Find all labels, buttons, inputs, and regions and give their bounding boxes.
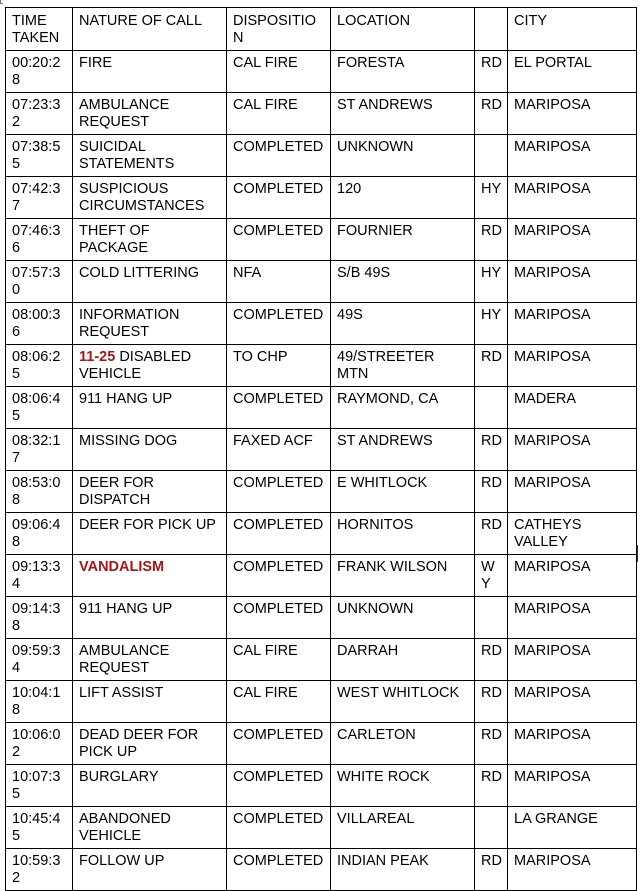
nature-text: 911 HANG UP bbox=[79, 601, 173, 617]
edge-cursor-mark bbox=[637, 545, 638, 562]
city-cell: MARIPOSA bbox=[508, 639, 637, 681]
city-cell: MARIPOSA bbox=[508, 555, 637, 597]
street-suffix-cell: RD bbox=[475, 849, 508, 891]
nature-text: DISABLED VEHICLE bbox=[79, 349, 192, 382]
time-cell: 08:06:25 bbox=[6, 345, 73, 387]
nature-cell bbox=[73, 219, 227, 261]
location-cell: VILLAREAL bbox=[331, 807, 475, 849]
header-street-suffix bbox=[475, 8, 508, 51]
disposition-cell: COMPLETED bbox=[227, 555, 331, 597]
table-row bbox=[6, 135, 637, 177]
call-log-table bbox=[5, 7, 637, 891]
time-cell: 10:06:02 bbox=[6, 723, 73, 765]
time-cell: 09:06:48 bbox=[6, 513, 73, 555]
nature-text: MISSING DOG bbox=[79, 433, 178, 449]
corner-tick-mark bbox=[0, 0, 3, 4]
street-suffix-cell: HY bbox=[475, 177, 508, 219]
city-cell: MARIPOSA bbox=[508, 597, 637, 639]
table-row bbox=[6, 51, 637, 93]
table-row bbox=[6, 177, 637, 219]
location-cell: RAYMOND, CA bbox=[331, 387, 475, 429]
nature-highlight: VANDALISM bbox=[79, 559, 165, 575]
street-suffix-cell: RD bbox=[475, 639, 508, 681]
street-suffix-cell bbox=[475, 387, 508, 429]
street-suffix-cell: RD bbox=[475, 93, 508, 135]
time-cell: 07:46:36 bbox=[6, 219, 73, 261]
nature-text: THEFT OF PACKAGE bbox=[79, 223, 150, 256]
table-row bbox=[6, 807, 637, 849]
location-cell: INDIAN PEAK bbox=[331, 849, 475, 891]
nature-cell bbox=[73, 597, 227, 639]
location-cell: FOURNIER bbox=[331, 219, 475, 261]
time-cell: 08:00:36 bbox=[6, 303, 73, 345]
nature-text: 911 HANG UP bbox=[79, 391, 173, 407]
disposition-cell: COMPLETED bbox=[227, 387, 331, 429]
street-suffix-cell: RD bbox=[475, 471, 508, 513]
header-city: CITY bbox=[508, 8, 637, 51]
disposition-cell: COMPLETED bbox=[227, 849, 331, 891]
time-cell: 09:14:38 bbox=[6, 597, 73, 639]
street-suffix-cell bbox=[475, 597, 508, 639]
table-row bbox=[6, 471, 637, 513]
location-cell: HORNITOS bbox=[331, 513, 475, 555]
city-cell: MARIPOSA bbox=[508, 261, 637, 303]
location-cell: 120 bbox=[331, 177, 475, 219]
disposition-cell: COMPLETED bbox=[227, 303, 331, 345]
time-cell: 08:06:45 bbox=[6, 387, 73, 429]
city-cell: MARIPOSA bbox=[508, 93, 637, 135]
location-cell: FORESTA bbox=[331, 51, 475, 93]
street-suffix-cell: HY bbox=[475, 303, 508, 345]
nature-text: LIFT ASSIST bbox=[79, 685, 164, 701]
nature-text: SUSPICIOUS CIRCUMSTANCES bbox=[79, 181, 205, 214]
location-cell: S/B 49S bbox=[331, 261, 475, 303]
nature-text: AMBULANCE REQUEST bbox=[79, 643, 170, 676]
street-suffix-cell: RD bbox=[475, 345, 508, 387]
city-cell: EL PORTAL bbox=[508, 51, 637, 93]
header-time-taken: TIME TAKEN bbox=[6, 8, 73, 51]
disposition-cell: CAL FIRE bbox=[227, 93, 331, 135]
nature-text: AMBULANCE REQUEST bbox=[79, 97, 170, 130]
city-cell: CATHEYS VALLEY bbox=[508, 513, 637, 555]
city-cell: MARIPOSA bbox=[508, 765, 637, 807]
table-row bbox=[6, 723, 637, 765]
nature-text: SUICIDAL STATEMENTS bbox=[79, 139, 175, 172]
time-cell: 09:59:34 bbox=[6, 639, 73, 681]
disposition-cell: CAL FIRE bbox=[227, 681, 331, 723]
city-cell: MARIPOSA bbox=[508, 345, 637, 387]
table-row bbox=[6, 849, 637, 891]
time-cell: 07:42:37 bbox=[6, 177, 73, 219]
table-row bbox=[6, 681, 637, 723]
city-cell: MARIPOSA bbox=[508, 849, 637, 891]
disposition-cell: COMPLETED bbox=[227, 723, 331, 765]
street-suffix-cell: RD bbox=[475, 51, 508, 93]
table-row bbox=[6, 429, 637, 471]
nature-cell bbox=[73, 849, 227, 891]
header-nature-of-call: NATURE OF CALL bbox=[73, 8, 227, 51]
nature-cell bbox=[73, 513, 227, 555]
street-suffix-cell: RD bbox=[475, 429, 508, 471]
table-row bbox=[6, 597, 637, 639]
table-row bbox=[6, 765, 637, 807]
time-cell: 08:32:17 bbox=[6, 429, 73, 471]
location-cell: 49S bbox=[331, 303, 475, 345]
location-cell: ST ANDREWS bbox=[331, 93, 475, 135]
time-cell: 10:45:45 bbox=[6, 807, 73, 849]
disposition-cell: COMPLETED bbox=[227, 597, 331, 639]
nature-cell bbox=[73, 93, 227, 135]
city-cell: MARIPOSA bbox=[508, 303, 637, 345]
city-cell: MARIPOSA bbox=[508, 219, 637, 261]
location-cell: WHITE ROCK bbox=[331, 765, 475, 807]
city-cell: MARIPOSA bbox=[508, 471, 637, 513]
disposition-cell: FAXED ACF bbox=[227, 429, 331, 471]
street-suffix-cell: RD bbox=[475, 513, 508, 555]
disposition-cell: COMPLETED bbox=[227, 765, 331, 807]
table-row bbox=[6, 639, 637, 681]
table-row bbox=[6, 555, 637, 597]
nature-text: INFORMATION REQUEST bbox=[79, 307, 180, 340]
disposition-cell: COMPLETED bbox=[227, 807, 331, 849]
disposition-cell: NFA bbox=[227, 261, 331, 303]
nature-cell bbox=[73, 723, 227, 765]
city-cell: MARIPOSA bbox=[508, 135, 637, 177]
table-row bbox=[6, 261, 637, 303]
table-row bbox=[6, 345, 637, 387]
disposition-cell: COMPLETED bbox=[227, 513, 331, 555]
nature-cell bbox=[73, 261, 227, 303]
nature-cell bbox=[73, 555, 227, 597]
location-cell: E WHITLOCK bbox=[331, 471, 475, 513]
nature-cell bbox=[73, 765, 227, 807]
location-cell: UNKNOWN bbox=[331, 597, 475, 639]
city-cell: MARIPOSA bbox=[508, 681, 637, 723]
time-cell: 07:23:32 bbox=[6, 93, 73, 135]
disposition-cell: COMPLETED bbox=[227, 177, 331, 219]
table-row bbox=[6, 219, 637, 261]
disposition-cell: CAL FIRE bbox=[227, 639, 331, 681]
location-cell: ST ANDREWS bbox=[331, 429, 475, 471]
nature-cell bbox=[73, 177, 227, 219]
nature-cell bbox=[73, 471, 227, 513]
disposition-cell: CAL FIRE bbox=[227, 51, 331, 93]
street-suffix-cell bbox=[475, 135, 508, 177]
location-cell: WEST WHITLOCK bbox=[331, 681, 475, 723]
nature-cell bbox=[73, 135, 227, 177]
header-location: LOCATION bbox=[331, 8, 475, 51]
table-row bbox=[6, 513, 637, 555]
nature-cell bbox=[73, 429, 227, 471]
nature-text: COLD LITTERING bbox=[79, 265, 200, 281]
nature-text: FIRE bbox=[79, 55, 113, 71]
table-row bbox=[6, 387, 637, 429]
city-cell: MARIPOSA bbox=[508, 177, 637, 219]
nature-cell bbox=[73, 387, 227, 429]
header-disposition: DISPOSITION bbox=[227, 8, 331, 51]
disposition-cell: COMPLETED bbox=[227, 219, 331, 261]
time-cell: 00:20:28 bbox=[6, 51, 73, 93]
nature-cell bbox=[73, 639, 227, 681]
nature-cell bbox=[73, 51, 227, 93]
nature-text: FOLLOW UP bbox=[79, 853, 165, 869]
street-suffix-cell: RD bbox=[475, 219, 508, 261]
city-cell: MADERA bbox=[508, 387, 637, 429]
nature-text: DEER FOR DISPATCH bbox=[79, 475, 154, 508]
disposition-cell: COMPLETED bbox=[227, 471, 331, 513]
location-cell: CARLETON bbox=[331, 723, 475, 765]
location-cell: DARRAH bbox=[331, 639, 475, 681]
city-cell: LA GRANGE bbox=[508, 807, 637, 849]
nature-text: DEER FOR PICK UP bbox=[79, 517, 216, 533]
location-cell: FRANK WILSON bbox=[331, 555, 475, 597]
street-suffix-cell: RD bbox=[475, 681, 508, 723]
city-cell: MARIPOSA bbox=[508, 429, 637, 471]
street-suffix-cell bbox=[475, 807, 508, 849]
time-cell: 07:38:55 bbox=[6, 135, 73, 177]
header-row bbox=[6, 8, 637, 51]
time-cell: 10:07:35 bbox=[6, 765, 73, 807]
nature-text: BURGLARY bbox=[79, 769, 159, 785]
time-cell: 10:04:18 bbox=[6, 681, 73, 723]
nature-highlight: 11-25 bbox=[79, 349, 116, 365]
street-suffix-cell: RD bbox=[475, 765, 508, 807]
table-row bbox=[6, 93, 637, 135]
nature-cell bbox=[73, 345, 227, 387]
nature-text: ABANDONED VEHICLE bbox=[79, 811, 171, 844]
table-row bbox=[6, 303, 637, 345]
nature-text: DEAD DEER FOR PICK UP bbox=[79, 727, 199, 760]
location-cell: 49/STREETER MTN bbox=[331, 345, 475, 387]
city-cell: MARIPOSA bbox=[508, 723, 637, 765]
street-suffix-cell: WY bbox=[475, 555, 508, 597]
location-cell: UNKNOWN bbox=[331, 135, 475, 177]
street-suffix-cell: RD bbox=[475, 723, 508, 765]
time-cell: 07:57:30 bbox=[6, 261, 73, 303]
nature-cell bbox=[73, 303, 227, 345]
disposition-cell: TO CHP bbox=[227, 345, 331, 387]
time-cell: 09:13:34 bbox=[6, 555, 73, 597]
street-suffix-cell: HY bbox=[475, 261, 508, 303]
disposition-cell: COMPLETED bbox=[227, 135, 331, 177]
time-cell: 08:53:08 bbox=[6, 471, 73, 513]
nature-cell bbox=[73, 807, 227, 849]
nature-cell bbox=[73, 681, 227, 723]
time-cell: 10:59:32 bbox=[6, 849, 73, 891]
